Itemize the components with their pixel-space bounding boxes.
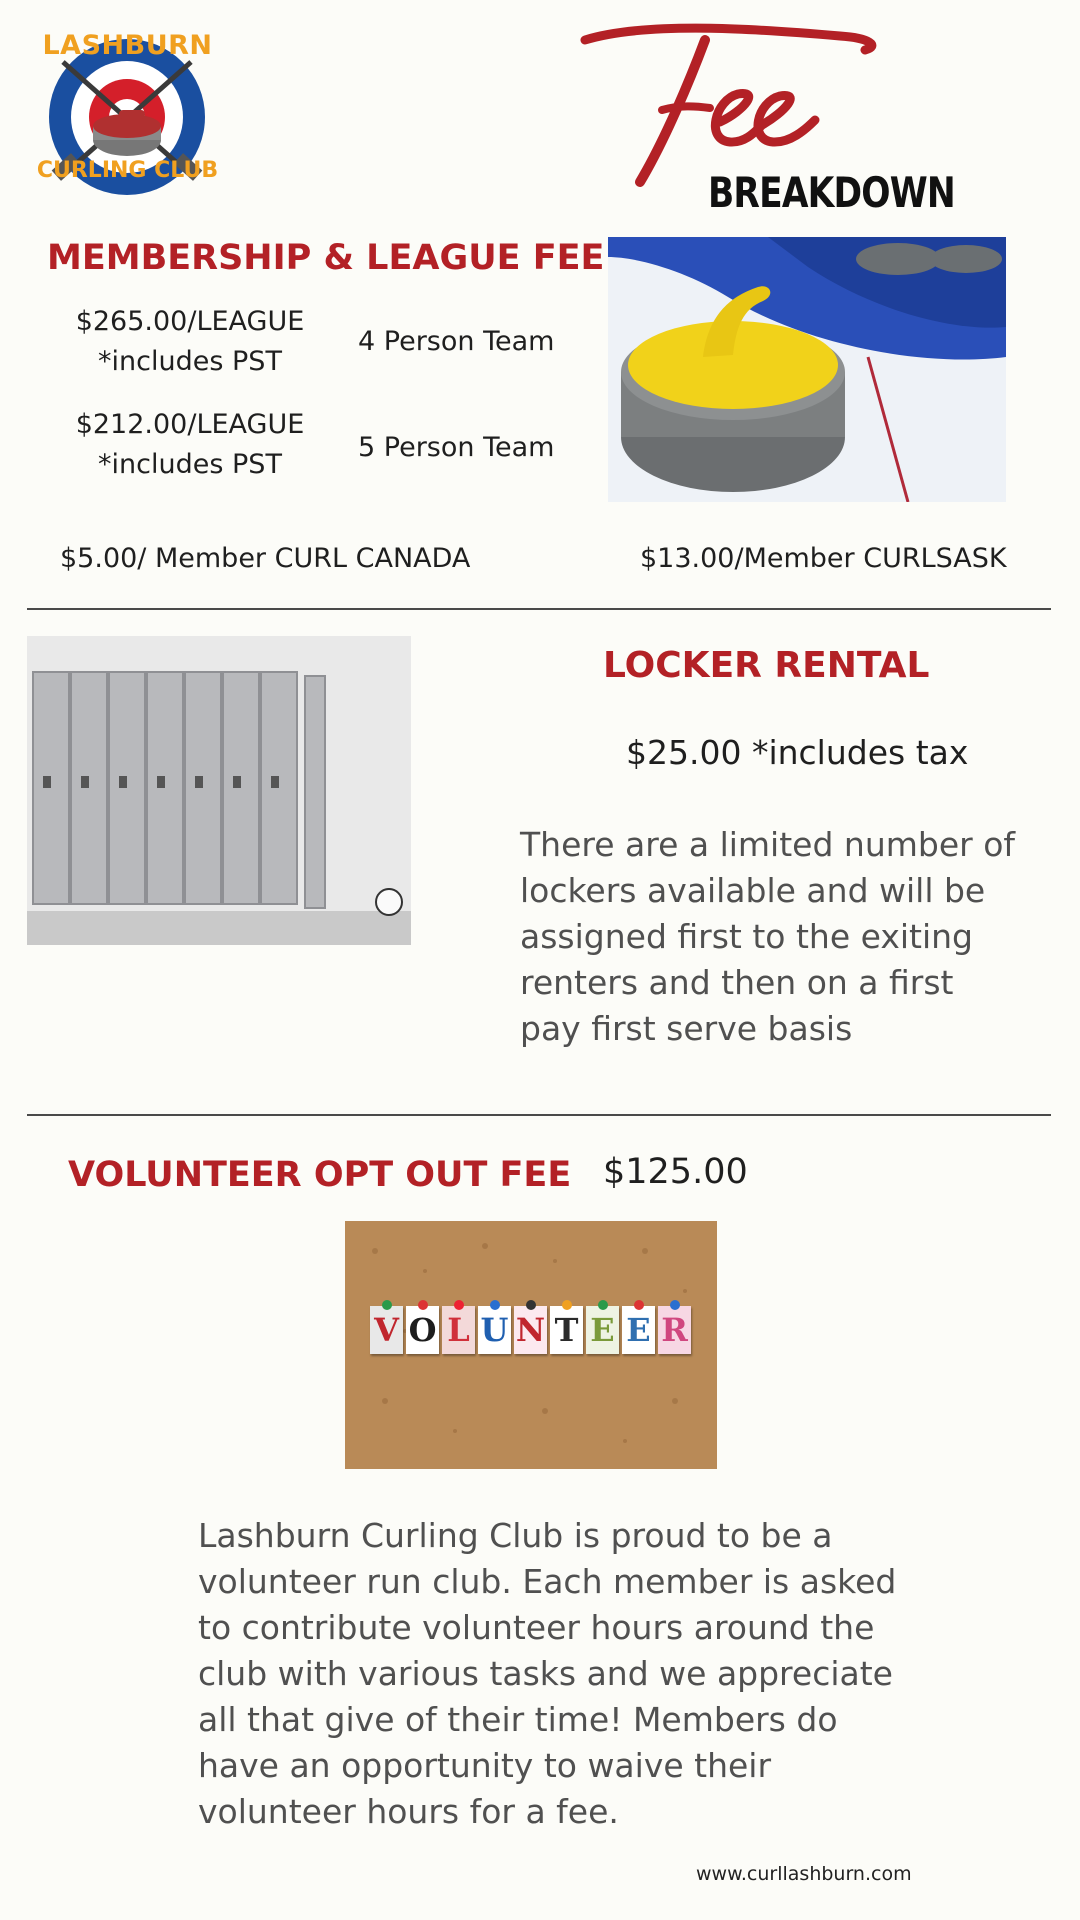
logo-name-top: LASHBURN xyxy=(42,30,213,61)
club-logo xyxy=(35,22,220,207)
breakdown-subtitle: BREAKDOWN xyxy=(708,168,955,217)
letter-tile: N xyxy=(514,1306,547,1354)
league-price-5-amount: $212.00/LEAGUE xyxy=(75,409,305,440)
letter-tile: L xyxy=(442,1306,475,1354)
membership-heading: MEMBERSHIP & LEAGUE FEE xyxy=(47,238,605,278)
team-size-4: 4 Person Team xyxy=(358,326,555,357)
pushpin-icon xyxy=(418,1300,428,1310)
letter-tile: U xyxy=(478,1306,511,1354)
locker-heading: LOCKER RENTAL xyxy=(603,645,930,686)
pushpin-icon xyxy=(454,1300,464,1310)
volunteer-corkboard-photo xyxy=(345,1221,717,1469)
pushpin-icon xyxy=(670,1300,680,1310)
team-size-5: 5 Person Team xyxy=(358,432,555,463)
locker-description-line: pay first serve basis xyxy=(520,1009,853,1048)
letter-tile: O xyxy=(406,1306,439,1354)
volunteer-description-line: all that give of their time! Members do xyxy=(198,1700,838,1739)
league-price-5 xyxy=(60,405,320,485)
lockers-photo xyxy=(27,636,411,945)
pushpin-icon xyxy=(526,1300,536,1310)
volunteer-heading: VOLUNTEER OPT OUT FEE xyxy=(68,1155,572,1195)
volunteer-price: $125.00 xyxy=(603,1152,748,1192)
pushpin-icon xyxy=(634,1300,644,1310)
letter-tile: E xyxy=(586,1306,619,1354)
pushpin-icon xyxy=(490,1300,500,1310)
locker-description-line: renters and then on a first xyxy=(520,963,954,1002)
lockers-image xyxy=(27,636,411,945)
website-link[interactable]: www.curllashburn.com xyxy=(696,1863,912,1885)
locker-description xyxy=(520,822,1015,1052)
locker-description-line: assigned first to the exiting xyxy=(520,917,974,956)
pushpin-icon xyxy=(562,1300,572,1310)
volunteer-description-line: volunteer hours for a fee. xyxy=(198,1792,619,1831)
locker-description-line: There are a limited number of xyxy=(520,825,1015,864)
curlsask-fee: $13.00/Member CURLSASK xyxy=(640,543,1007,574)
locker-description-line: lockers available and will be xyxy=(520,871,986,910)
letter-tile: E xyxy=(622,1306,655,1354)
league-price-4 xyxy=(60,302,320,382)
letter-tile: T xyxy=(550,1306,583,1354)
league-price-5-note: *includes PST xyxy=(98,449,282,480)
volunteer-description-line: club with various tasks and we appreciate xyxy=(198,1654,893,1693)
volunteer-description-line: volunteer run club. Each member is asked xyxy=(198,1562,897,1601)
league-price-4-note: *includes PST xyxy=(98,346,282,377)
volunteer-description xyxy=(198,1513,896,1835)
volunteer-description-line: Lashburn Curling Club is proud to be a xyxy=(198,1516,833,1555)
section-divider-2 xyxy=(27,1114,1051,1116)
letter-tile: V xyxy=(370,1306,403,1354)
locker-price: $25.00 *includes tax xyxy=(626,733,969,772)
curl-canada-fee: $5.00/ Member CURL CANADA xyxy=(60,543,471,574)
pushpin-icon xyxy=(598,1300,608,1310)
section-divider-1 xyxy=(27,608,1051,610)
volunteer-description-line: to contribute volunteer hours around the xyxy=(198,1608,875,1647)
pushpin-icon xyxy=(382,1300,392,1310)
logo-name-bottom: CURLING CLUB xyxy=(36,158,219,183)
volunteer-description-line: have an opportunity to waive their xyxy=(198,1746,772,1785)
curling-stone-photo xyxy=(608,237,1006,502)
league-price-4-amount: $265.00/LEAGUE xyxy=(75,306,305,337)
curling-stone-image xyxy=(608,237,1006,502)
letter-tile: R xyxy=(658,1306,691,1354)
volunteer-letter-tiles xyxy=(370,1306,691,1354)
